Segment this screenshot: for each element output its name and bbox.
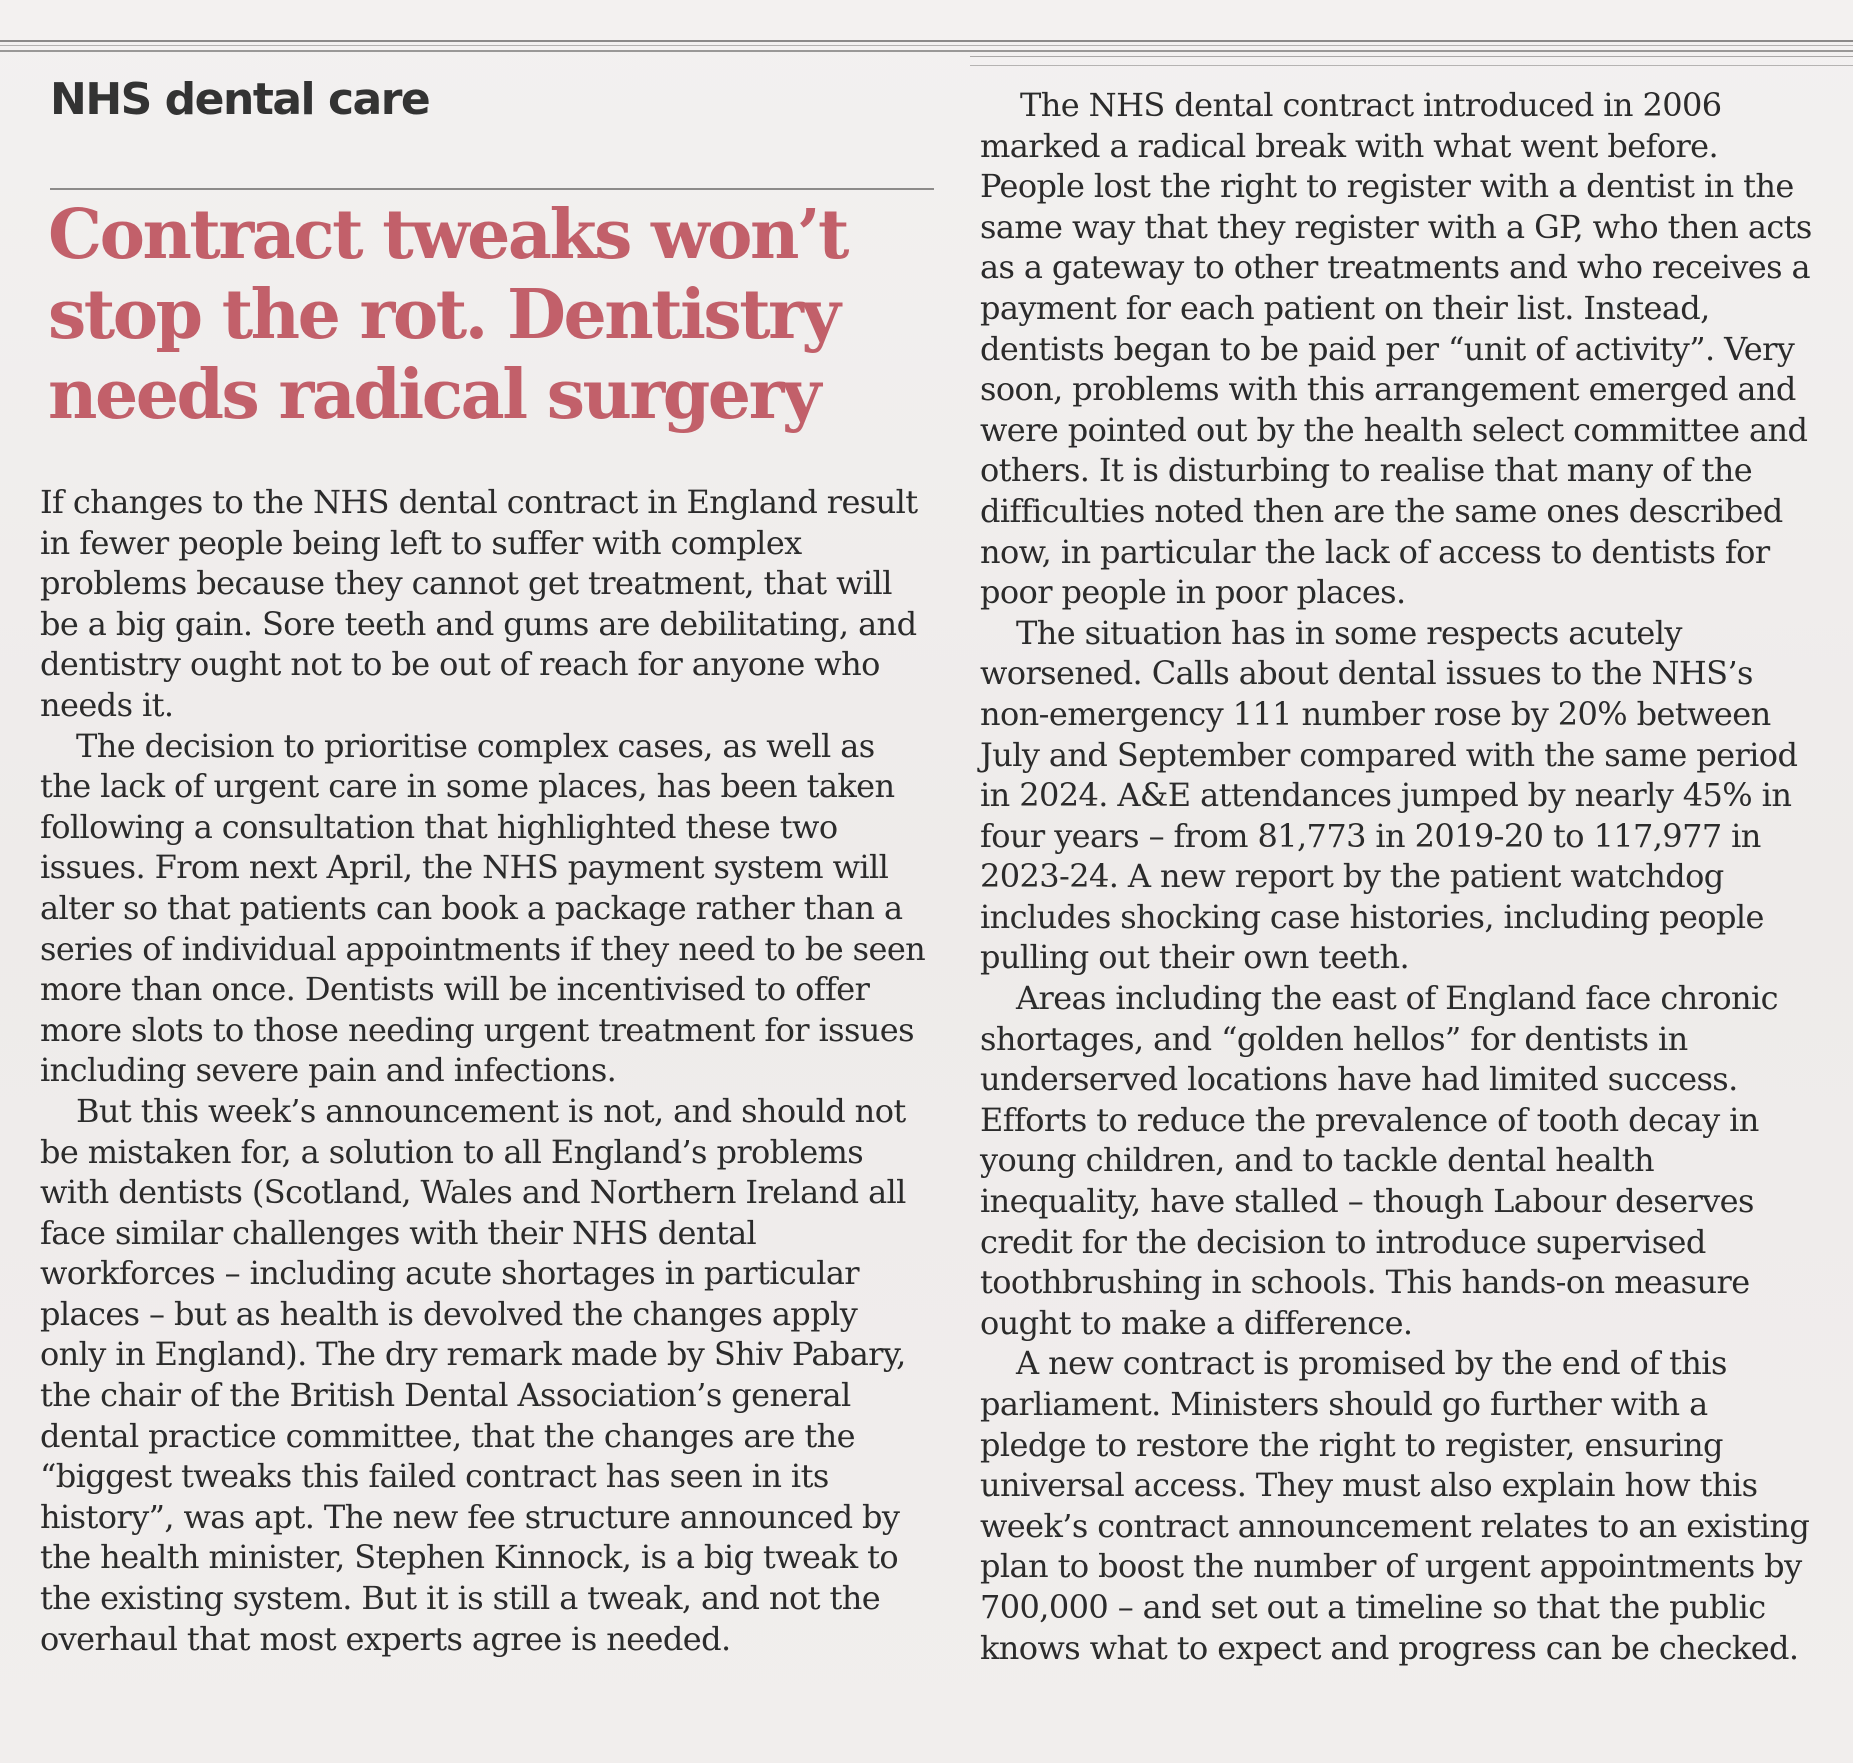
paragraph: If changes to the NHS dental contract in England result in fewer people being left to suffer with complex problems because they cannot get treatment, that will be a big gain. Sore teeth and gums are debilitating, and dentistry ought not to be out of reach for anyone who needs it.: [40, 483, 918, 724]
headline: Contract tweaks won’t stop the rot. Dentistry needs radical surgery: [48, 195, 847, 435]
paragraph: A new contract is promised by the end of this parliament. Ministers should go further with a pledge to restore the right to register, ensuring universal access. They must also explain how this week’s contract announcement relates to an existing plan to boost the number of urgent appointments by 700,000 – and set out a timeline so that the public knows what to expect and progress can be checked.: [980, 1344, 1810, 1667]
headline-rule: [50, 188, 934, 190]
right-column: [980, 85, 1820, 1668]
top-rule: [0, 40, 1853, 52]
paragraph: Areas including the east of England face chronic shortages, and “golden hellos” for dentists in underserved locations have had limited success. Efforts to reduce the prevalence of tooth decay in young children, and to tackle dental health inequality, have stalled – though Labour deserves credit for the decision to introduce supervised toothbrushing in schools. This hands-on measure ought to make a difference.: [980, 979, 1778, 1342]
paragraph: The decision to prioritise complex cases, as well as the lack of urgent care in some places, has been taken following a consultation that highlighted these two issues. From next April, the NHS payment system will alter so that patients can book a package rather than a series of individual appointments if they need to be seen more than once. Dentists will be incentivised to offer more slots to those needing urgent treatment for issues including severe pain and infections.: [40, 726, 926, 1090]
paragraph: The situation has in some respects acutely worsened. Calls about dental issues to the NHS’s non-emergency 111 number rose by 20% between July and September compared with the same period in 2024. A&E attendances jumped by nearly 45% in four years – from 81,773 in 2019-20 to 117,977 in 2023-24. A new report by the patient watchdog includes shocking case histories, including people pulling out their own teeth.: [980, 613, 1798, 977]
left-column: [40, 482, 930, 1659]
column-rule: [970, 56, 1853, 66]
paragraph: But this week’s announcement is not, and should not be mistaken for, a solution to all England’s problems with dentists (Scotland, Wales and Northern Ireland all face similar challenges with their NHS dental workforces – including acute shortages in particular places – but as health is devolved the changes apply only in England). The dry remark made by Shiv Pabary, the chair of the British Dental Association’s general dental practice committee, that the changes are the “biggest tweaks this failed contract has seen in its history”, was apt. The new fee structure announced by the health minister, Stephen Kinnock, is a big tweak to the existing system. But it is still a tweak, and not the overhaul that most experts agree is needed.: [40, 1091, 906, 1658]
section-label: NHS dental care: [50, 74, 430, 125]
paragraph: The NHS dental contract introduced in 2006 marked a radical break with what went before. People lost the right to register with a dentist in the same way that they register with a GP, who then acts as a gateway to other treatments and who receives a payment for each patient on their list. Instead, dentists began to be paid per “unit of activity”. Very soon, problems with this arrangement emerged and were pointed out by the health select committee and others. It is disturbing to realise that many of the difficulties noted then are the same ones described now, in particular the lack of access to dentists for poor people in poor places.: [980, 86, 1812, 612]
